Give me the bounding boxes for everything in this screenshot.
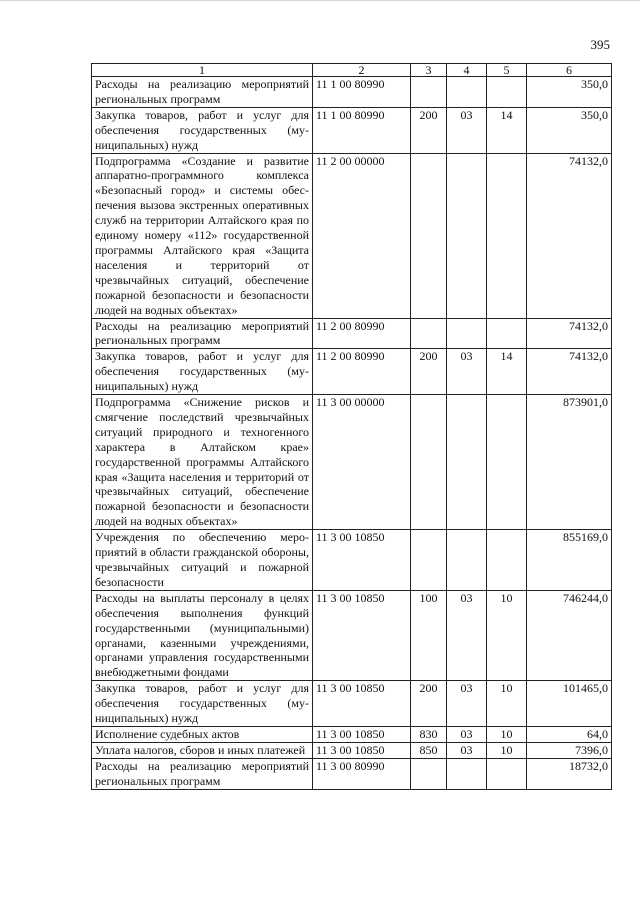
row-amount-cell: 18732,0 bbox=[527, 758, 612, 789]
table-row bbox=[92, 530, 612, 591]
row-name-cell: Расходы на выплаты персоналу в целях обеспечения выполнения функций государственными (муниципальными) органами, казенными учреждениями, органами управления государственными внебюджетными фондами bbox=[92, 590, 313, 680]
row-name-cell: Закупка товаров, работ и услуг для обеспечения государственных (муниципальных) нужд bbox=[92, 107, 313, 153]
row-name-cell: Подпрограмма «Снижение рисков и смягчение последствий чрезвычайных ситуаций природного и техногенного характера в Алтайском крае» государственной программы Алтайского края «Защита населения и территорий от чрезвычайных ситуаций, обеспечение пожарной безопасности и безопасности людей на водных объектах» bbox=[92, 395, 313, 530]
row-amount-cell: 873901,0 bbox=[527, 395, 612, 530]
row-code-cell: 11 2 00 00000 bbox=[313, 153, 411, 318]
table-row bbox=[92, 590, 612, 680]
row-rz-cell: 03 bbox=[447, 726, 487, 742]
row-vr-cell: 830 bbox=[411, 726, 447, 742]
page-number: 395 bbox=[590, 37, 610, 52]
row-pr-cell bbox=[487, 395, 527, 530]
row-name-cell: Учреждения по обеспечению мероприятий в области гражданской обороны, чрезвычайных ситуаций и пожарной безопасности bbox=[92, 530, 313, 591]
row-pr-cell: 14 bbox=[487, 349, 527, 395]
budget-table bbox=[91, 63, 612, 790]
row-name-cell: Подпрограмма «Создание и развитие аппаратно-программного комплекса «Безопасный город» и системы обеспечения вызова экстренных оперативных служб на территории Алтайского края по единому номеру «112» государственной программы Алтайского края «Защита населения и территорий от чрезвычайных ситуаций, обеспечение пожарной безопасности и безопасности людей на водных объектах» bbox=[92, 153, 313, 318]
row-code-cell: 11 3 00 10850 bbox=[313, 530, 411, 591]
table-row bbox=[92, 742, 612, 758]
table-row bbox=[92, 681, 612, 727]
row-amount-cell: 74132,0 bbox=[527, 318, 612, 349]
row-code-cell: 11 3 00 10850 bbox=[313, 681, 411, 727]
row-pr-cell: 10 bbox=[487, 726, 527, 742]
row-rz-cell: 03 bbox=[447, 681, 487, 727]
row-pr-cell bbox=[487, 758, 527, 789]
column-header: 5 bbox=[487, 64, 527, 77]
row-vr-cell bbox=[411, 77, 447, 108]
column-header: 6 bbox=[527, 64, 612, 77]
row-code-cell: 11 3 00 00000 bbox=[313, 395, 411, 530]
row-rz-cell: 03 bbox=[447, 349, 487, 395]
row-amount-cell: 74132,0 bbox=[527, 153, 612, 318]
row-rz-cell bbox=[447, 758, 487, 789]
row-vr-cell: 200 bbox=[411, 681, 447, 727]
table-row bbox=[92, 107, 612, 153]
row-code-cell: 11 1 00 80990 bbox=[313, 77, 411, 108]
row-vr-cell bbox=[411, 153, 447, 318]
row-rz-cell bbox=[447, 530, 487, 591]
row-pr-cell bbox=[487, 77, 527, 108]
row-pr-cell: 10 bbox=[487, 681, 527, 727]
row-code-cell: 11 3 00 10850 bbox=[313, 590, 411, 680]
row-amount-cell: 855169,0 bbox=[527, 530, 612, 591]
row-vr-cell: 200 bbox=[411, 349, 447, 395]
row-vr-cell bbox=[411, 318, 447, 349]
row-code-cell: 11 3 00 80990 bbox=[313, 758, 411, 789]
row-vr-cell: 850 bbox=[411, 742, 447, 758]
row-amount-cell: 350,0 bbox=[527, 77, 612, 108]
row-vr-cell: 100 bbox=[411, 590, 447, 680]
row-rz-cell bbox=[447, 318, 487, 349]
row-name-cell: Закупка товаров, работ и услуг для обеспечения государственных (муниципальных) нужд bbox=[92, 349, 313, 395]
row-amount-cell: 101465,0 bbox=[527, 681, 612, 727]
row-name-cell: Закупка товаров, работ и услуг для обеспечения государственных (муниципальных) нужд bbox=[92, 681, 313, 727]
row-name-cell: Исполнение судебных актов bbox=[92, 726, 313, 742]
row-name-cell: Расходы на реализацию мероприятий региональных программ bbox=[92, 77, 313, 108]
row-pr-cell: 10 bbox=[487, 742, 527, 758]
row-amount-cell: 746244,0 bbox=[527, 590, 612, 680]
table-row bbox=[92, 318, 612, 349]
row-pr-cell: 10 bbox=[487, 590, 527, 680]
row-pr-cell bbox=[487, 530, 527, 591]
row-rz-cell bbox=[447, 153, 487, 318]
row-code-cell: 11 3 00 10850 bbox=[313, 726, 411, 742]
header-row bbox=[92, 64, 612, 77]
row-pr-cell: 14 bbox=[487, 107, 527, 153]
row-rz-cell: 03 bbox=[447, 742, 487, 758]
row-pr-cell bbox=[487, 153, 527, 318]
row-code-cell: 11 3 00 10850 bbox=[313, 742, 411, 758]
column-header: 3 bbox=[411, 64, 447, 77]
column-header: 4 bbox=[447, 64, 487, 77]
row-code-cell: 11 2 00 80990 bbox=[313, 318, 411, 349]
row-vr-cell bbox=[411, 395, 447, 530]
row-name-cell: Расходы на реализацию мероприятий региональных программ bbox=[92, 758, 313, 789]
row-amount-cell: 350,0 bbox=[527, 107, 612, 153]
table-row bbox=[92, 726, 612, 742]
table-body bbox=[92, 77, 612, 790]
table-row bbox=[92, 153, 612, 318]
row-rz-cell bbox=[447, 77, 487, 108]
row-amount-cell: 74132,0 bbox=[527, 349, 612, 395]
row-code-cell: 11 2 00 80990 bbox=[313, 349, 411, 395]
row-name-cell: Расходы на реализацию мероприятий региональных программ bbox=[92, 318, 313, 349]
table-row bbox=[92, 758, 612, 789]
table-row bbox=[92, 349, 612, 395]
row-pr-cell bbox=[487, 318, 527, 349]
row-vr-cell bbox=[411, 758, 447, 789]
row-vr-cell: 200 bbox=[411, 107, 447, 153]
row-rz-cell bbox=[447, 395, 487, 530]
row-name-cell: Уплата налогов, сборов и иных платежей bbox=[92, 742, 313, 758]
table-row bbox=[92, 395, 612, 530]
row-rz-cell: 03 bbox=[447, 107, 487, 153]
row-amount-cell: 64,0 bbox=[527, 726, 612, 742]
row-amount-cell: 7396,0 bbox=[527, 742, 612, 758]
row-rz-cell: 03 bbox=[447, 590, 487, 680]
row-code-cell: 11 1 00 80990 bbox=[313, 107, 411, 153]
row-vr-cell bbox=[411, 530, 447, 591]
table-row bbox=[92, 77, 612, 108]
column-header: 2 bbox=[313, 64, 411, 77]
column-header: 1 bbox=[92, 64, 313, 77]
